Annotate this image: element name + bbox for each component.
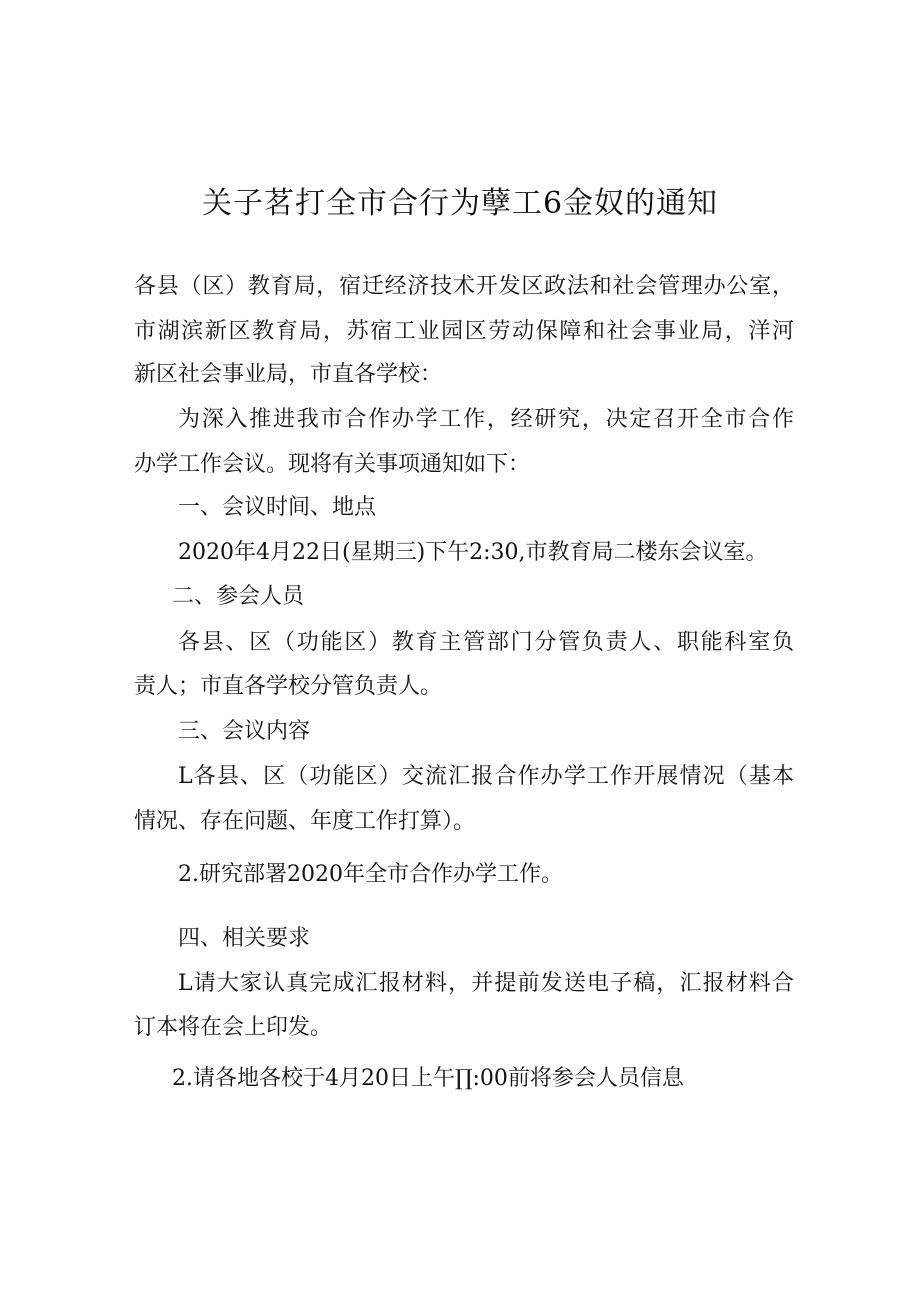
intro-line-1: 为深入推进我市合作办学工作，经研究，决定召开全市合作: [178, 407, 794, 432]
section-2-line-2: 责人；市直各学校分管负责人。: [134, 674, 443, 699]
section-1-body: 2020年4月22日(星期三)下午2:30,市教育局二楼东会议室。: [178, 540, 768, 565]
section-4-item-1-line-1: L请大家认真完成汇报材料，并提前发送电子稿，汇报材料合: [178, 971, 794, 996]
intro-line-2: 办学工作会议。现将有关事项通知如下：: [134, 452, 531, 477]
section-3-item-1-line-1: L各县、区（功能区）交流汇报合作办学工作开展情况（基本: [178, 764, 794, 789]
section-2-line-1: 各县、区（功能区）教育主管部门分管负责人、职能科室负: [178, 630, 794, 655]
address-line-1: 各县（区）教育局，宿迁经济技术开发区政法和社会管理办公室，: [134, 274, 794, 299]
address-line-2: 市湖滨新区教育局，苏宿工业园区劳动保障和社会事业局，洋河: [134, 319, 794, 344]
section-2-heading: 二、参会人员: [172, 584, 305, 609]
document-title: 关子茗打全市合行为孽工6金奴的通知: [201, 186, 719, 221]
section-4-heading: 四、相关要求: [178, 926, 311, 951]
address-line-3: 新区社会事业局，市直各学校：: [134, 362, 443, 387]
section-1-heading: 一、会议时间、地点: [178, 495, 377, 520]
section-3-item-2: 2.研究部署2020年全市合作办学工作。: [178, 862, 563, 887]
section-4-item-2: 2.请各地各校于4月20日上午∏:00前将参会人员信息: [172, 1066, 684, 1091]
section-4-item-1-line-2: 订本将在会上印发。: [134, 1015, 333, 1040]
section-3-heading: 三、会议内容: [178, 719, 311, 744]
section-3-item-1-line-2: 情况、存在问题、年度工作打算）。: [134, 809, 476, 834]
